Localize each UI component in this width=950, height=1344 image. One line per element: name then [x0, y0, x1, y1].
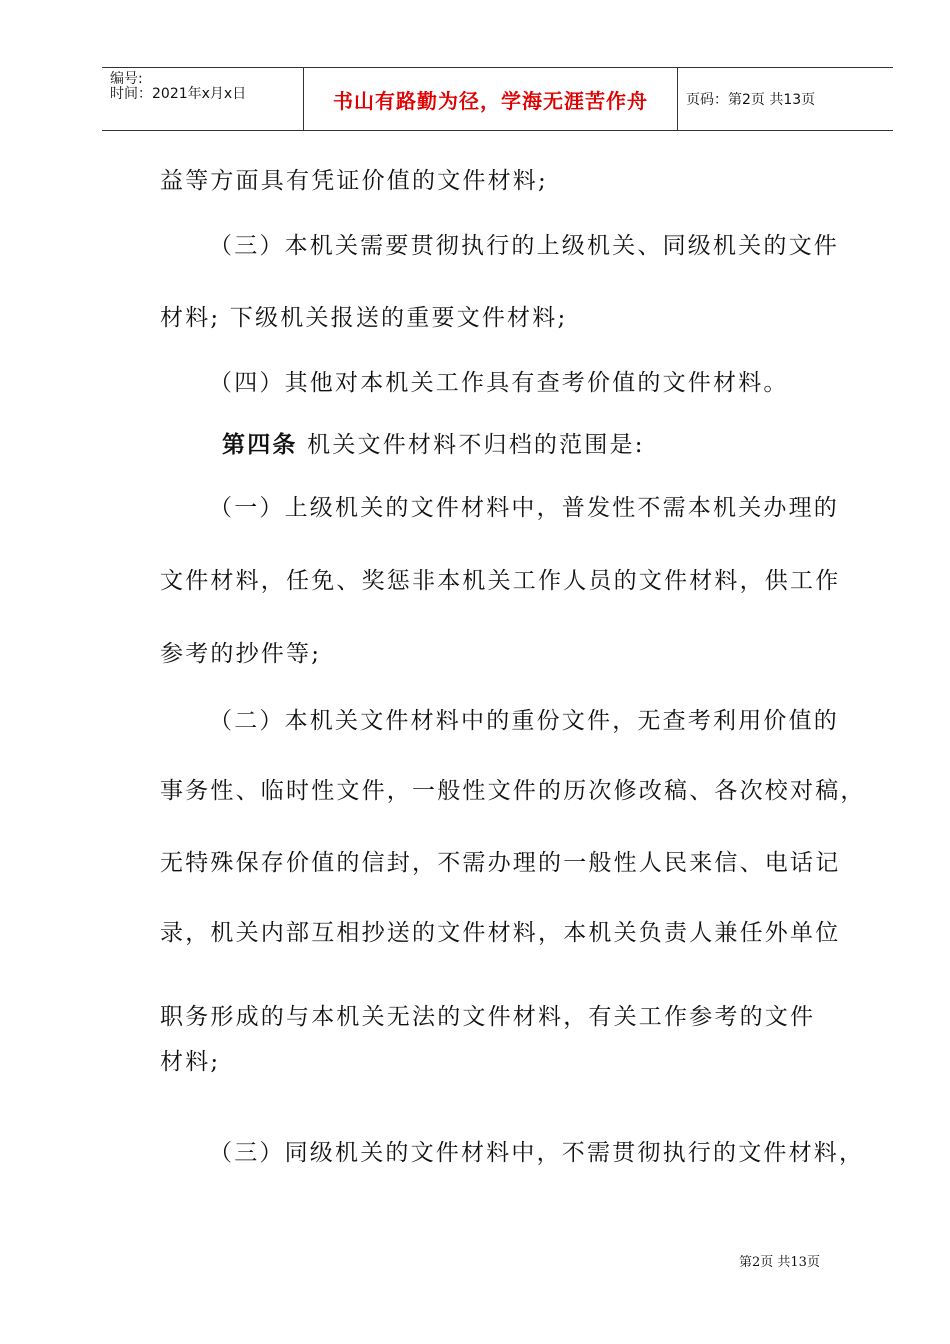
- body-line-7: 文件材料，任免、奖惩非本机关工作人员的文件材料，供工作: [160, 568, 841, 594]
- article-four-line: [222, 430, 645, 460]
- page-footer: 第2页 共13页: [739, 1255, 820, 1270]
- body-line-12: 录，机关内部互相抄送的文件材料，本机关负责人兼任外单位: [160, 920, 841, 946]
- body-line-2: （三）本机关需要贯彻执行的上级机关、同级机关的文件: [209, 233, 839, 259]
- body-line-6: （一）上级机关的文件材料中，普发性不需本机关办理的: [209, 495, 839, 521]
- header-page-code: 页码：第2页 共13页: [686, 92, 816, 108]
- article-text: 机关文件材料不归档的范围是:: [307, 432, 645, 458]
- body-line-13: 职务形成的与本机关无法的文件材料，有关工作参考的文件: [160, 1004, 816, 1030]
- header-motto: 书山有路勤为径，学海无涯苦作舟: [304, 68, 678, 130]
- date-label: 时间：2021年x月x日: [110, 86, 247, 102]
- body-line-1: 益等方面具有凭证价值的文件材料;: [160, 168, 548, 194]
- header-meta: [102, 68, 304, 130]
- serial-number-label: 编号:: [110, 71, 143, 87]
- body-line-9: （二）本机关文件材料中的重份文件，无查考利用价值的: [209, 708, 839, 734]
- page-header: [102, 67, 893, 131]
- body-line-4: （四）其他对本机关工作具有查考价值的文件材料。: [209, 370, 789, 396]
- body-line-14: 材料;: [160, 1049, 221, 1075]
- article-label: 第四条: [222, 432, 298, 458]
- body-line-8: 参考的抄件等;: [160, 641, 322, 667]
- body-line-15: （三）同级机关的文件材料中，不需贯彻执行的文件材料，: [209, 1140, 865, 1166]
- body-line-10: 事务性、临时性文件，一般性文件的历次修改稿、各次校对稿，: [160, 778, 866, 804]
- body-line-3: 材料; 下级机关报送的重要文件材料;: [160, 305, 568, 331]
- body-line-11: 无特殊保存价值的信封，不需办理的一般性人民来信、电话记: [160, 850, 841, 876]
